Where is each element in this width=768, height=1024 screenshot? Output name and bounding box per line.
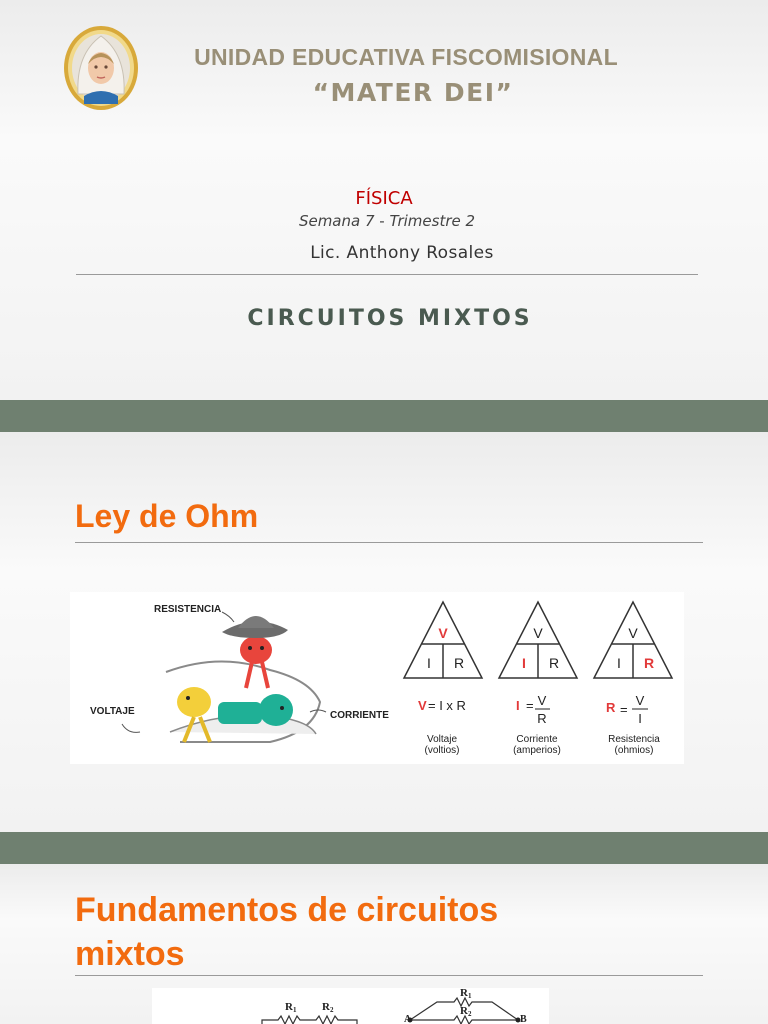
circuit-diagram [152,988,549,1024]
slide-title: Ley de Ohm [75,498,259,534]
parallel-r2-label: R2 [460,1005,472,1018]
series-circuit [262,1016,357,1024]
week-term [0,212,768,230]
tri3-caption1: Resistencia [608,734,660,745]
tri3-top: V [628,625,638,641]
ohm-law-illustration [70,592,684,764]
triangle-resistance [594,602,672,756]
parallel-bottom-branch [410,1016,518,1024]
tri3-left: I [617,655,621,671]
tri3-caption2: (ohmios) [614,745,654,756]
term-label: Trimestre 2 [389,212,476,230]
voltaje-label: VOLTAJE [90,706,135,717]
divider [75,975,703,976]
tri2-top: V [533,625,543,641]
tri2-left: I [522,655,526,671]
divider [75,542,703,543]
tri2-den: R [537,711,547,726]
tri2-num: V [537,693,547,708]
slide-title-line2: mixtos [75,935,185,973]
teacher-name: Lic. Anthony Rosales [310,243,494,263]
circuits-slide [0,864,768,1024]
series-r2-label: R2 [322,1001,334,1014]
triangle-voltage [404,602,482,756]
series-r1-label: R1 [285,1001,297,1014]
triangle-current [499,602,577,756]
node-a-label: A [404,1014,412,1024]
tri1-top: V [438,625,448,641]
tri1-formula-rhs: = I x R [428,698,466,713]
tri2-caption1: Corriente [516,734,558,745]
ohm-law-figure [70,592,684,764]
tri2-right: R [548,655,560,671]
node-b-label: B [520,1014,527,1024]
cartoon [90,604,389,742]
tri3-formula-lhs: R [606,700,616,715]
tri3-den: I [638,711,642,726]
week-label: Semana 7 [298,212,375,230]
tri1-caption2: (voltios) [424,745,460,756]
parallel-r1-label: R1 [460,988,472,1000]
ohm-law-slide [0,432,768,832]
tri1-formula-lhs: V [418,698,427,713]
tri1-right: R [453,655,465,671]
tri3-formula-eq: = [620,702,628,717]
tri3-right: R [643,655,655,671]
school-logo [62,24,140,112]
tri3-num: V [635,693,645,708]
school-motto: “MATER DEI” [312,78,514,107]
tri1-left: I [427,655,431,671]
tri2-formula-eq: = [526,698,534,713]
tri2-formula-lhs: I [516,698,520,713]
tri1-caption1: Voltaje [426,734,458,745]
topic-title: CIRCUITOS MIXTOS [247,306,533,331]
tri2-caption2: (amperios) [513,745,561,756]
school-name: UNIDAD EDUCATIVA FISCOMISIONAL [194,44,618,70]
title-slide [0,0,768,400]
subject-title: FÍSICA [355,188,413,209]
week-separator: - [374,212,390,230]
resistencia-label: RESISTENCIA [154,604,222,615]
circuit-figure [152,988,549,1024]
divider [76,274,698,275]
corriente-label: CORRIENTE [330,710,389,721]
slide-title [75,888,595,976]
slide-title-line1: Fundamentos de circuitos [75,891,499,929]
